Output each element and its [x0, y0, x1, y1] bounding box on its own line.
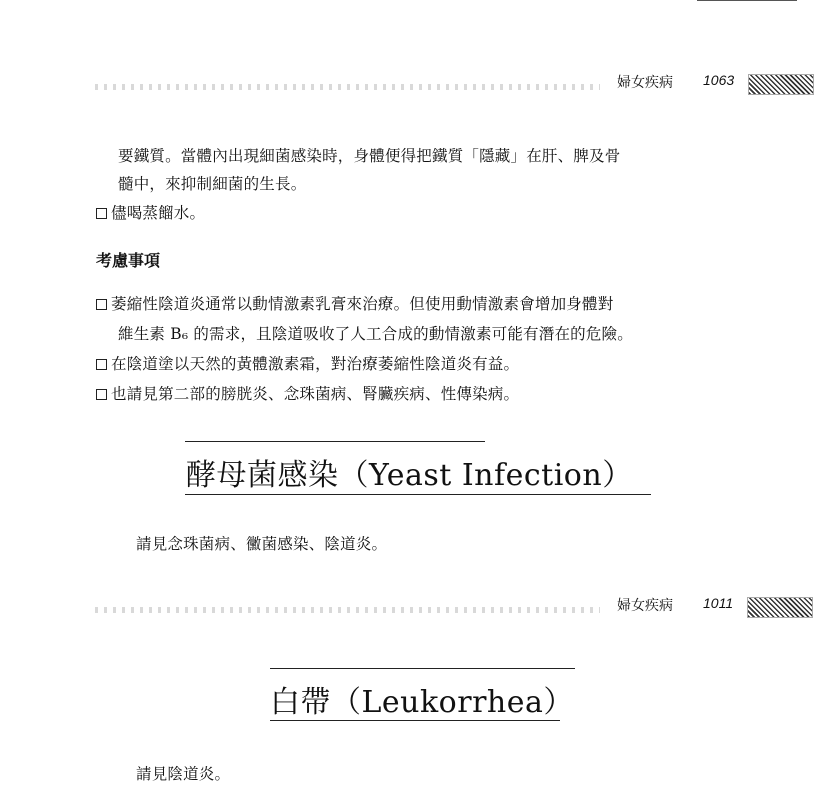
header-pattern-block: [747, 597, 813, 618]
checkbox-bullet-icon: [96, 359, 107, 370]
entry-title: 白帶（Leukorrhea）: [270, 685, 574, 720]
checkbox-bullet-icon: [96, 299, 107, 310]
header-faded-text: [95, 84, 600, 90]
header-section-title: 婦女疾病: [617, 598, 673, 614]
list-item: [96, 294, 613, 314]
list-item-text: 在陰道塗以天然的黃體激素霜，對治療萎縮性陰道炎有益。: [111, 355, 520, 373]
paragraph-line: 要鐵質。當體內出現細菌感染時，身體便得把鐵質「隱藏」在肝、脾及骨: [118, 147, 621, 165]
list-item-text: 儘喝蒸餾水。: [111, 204, 206, 222]
checkbox-bullet-icon: [96, 208, 107, 219]
running-header-top: [0, 72, 829, 98]
header-page-number: 1011: [703, 595, 734, 611]
see-also-text: 請見陰道炎。: [136, 765, 231, 783]
top-rule: [697, 0, 797, 1]
list-item-text: 也請見第二部的膀胱炎、念珠菌病、腎臟疾病、性傳染病。: [111, 385, 520, 403]
header-page-number: 1063: [703, 72, 735, 88]
title-rule-top: [270, 668, 575, 669]
title-rule-bottom: [185, 494, 651, 495]
entry-title: 酵母菌感染（Yeast Infection）: [186, 458, 633, 493]
list-item: [96, 384, 519, 404]
checkbox-bullet-icon: [96, 389, 107, 400]
section-heading: 考慮事項: [96, 251, 161, 270]
list-item-text: 萎縮性陰道炎通常以動情激素乳膏來治療。但使用動情激素會增加身體對: [111, 295, 614, 313]
running-header-bottom: [0, 595, 829, 621]
header-section-title: 婦女疾病: [617, 75, 673, 91]
header-faded-text: [95, 607, 600, 613]
list-item: [96, 354, 519, 374]
list-item: [96, 203, 205, 223]
see-also-text: 請見念珠菌病、黴菌感染、陰道炎。: [136, 535, 388, 553]
header-pattern-block: [748, 74, 814, 95]
paragraph-line: 髓中，來抑制細菌的生長。: [118, 175, 307, 193]
list-item-continuation: 維生素 B₆ 的需求，且陰道吸收了人工合成的動情激素可能有潛在的危險。: [118, 325, 633, 343]
title-rule-bottom: [270, 720, 560, 721]
title-rule-top: [185, 441, 485, 442]
